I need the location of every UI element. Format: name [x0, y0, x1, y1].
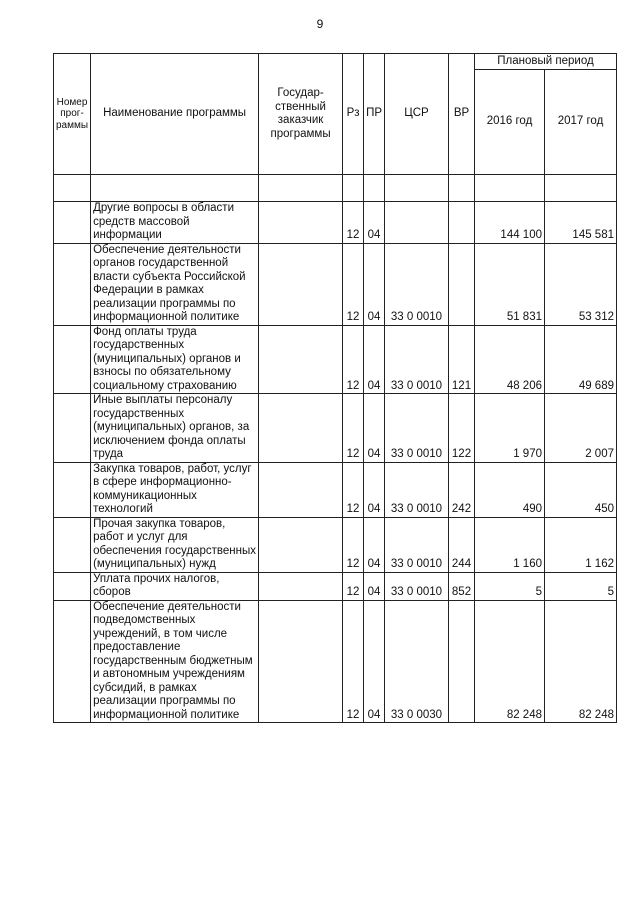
amount-2016-cell: 5: [475, 572, 545, 600]
rz-cell: 12: [343, 394, 364, 463]
csr-cell: 33 0 0010: [385, 243, 449, 325]
vr-cell: 242: [449, 462, 475, 517]
customer-cell: [259, 325, 343, 394]
vr-cell: 244: [449, 517, 475, 572]
rz-cell: 12: [343, 325, 364, 394]
program-number-cell: [54, 202, 91, 244]
amount-2017-cell: 1 162: [545, 517, 617, 572]
pr-cell: 04: [364, 325, 385, 394]
header-vr: ВР: [449, 54, 475, 175]
table-row: [54, 517, 617, 572]
customer-cell: [259, 517, 343, 572]
table-row: [54, 243, 617, 325]
vr-cell: 852: [449, 572, 475, 600]
customer-cell: [259, 462, 343, 517]
amount-2017-cell: 53 312: [545, 243, 617, 325]
table-row: [54, 202, 617, 244]
program-number-cell: [54, 325, 91, 394]
program-number-cell: [54, 243, 91, 325]
header-csr: ЦСР: [385, 54, 449, 175]
rz-cell: 12: [343, 243, 364, 325]
amount-2017-cell: 82 248: [545, 600, 617, 723]
csr-cell: 33 0 0010: [385, 572, 449, 600]
customer-cell: [259, 600, 343, 723]
header-year-2017: 2017 год: [545, 70, 617, 175]
table-row: [54, 325, 617, 394]
header-program-number: Номер прог-раммы: [54, 54, 91, 175]
customer-cell: [259, 243, 343, 325]
vr-cell: 122: [449, 394, 475, 463]
pr-cell: 04: [364, 517, 385, 572]
rz-cell: 12: [343, 600, 364, 723]
program-number-cell: [54, 600, 91, 723]
csr-cell: 33 0 0010: [385, 517, 449, 572]
rz-cell: 12: [343, 572, 364, 600]
pr-cell: 04: [364, 462, 385, 517]
header-program-name: Наименование программы: [91, 54, 259, 175]
program-name-cell: Уплата прочих налогов, сборов: [91, 572, 259, 600]
vr-cell: [449, 600, 475, 723]
amount-2016-cell: 51 831: [475, 243, 545, 325]
amount-2016-cell: 490: [475, 462, 545, 517]
rz-cell: 12: [343, 462, 364, 517]
program-name-cell: Закупка товаров, работ, услуг в сфере информационно-коммуникационных технологий: [91, 462, 259, 517]
amount-2017-cell: 2 007: [545, 394, 617, 463]
vr-cell: [449, 202, 475, 244]
header-pr: ПР: [364, 54, 385, 175]
header-customer: Государ-ственный заказчик программы: [259, 54, 343, 175]
header-year-2016: 2016 год: [475, 70, 545, 175]
program-number-cell: [54, 394, 91, 463]
amount-2016-cell: 48 206: [475, 325, 545, 394]
table-row: [54, 600, 617, 723]
table-row: [54, 462, 617, 517]
pr-cell: 04: [364, 202, 385, 244]
pr-cell: 04: [364, 243, 385, 325]
pr-cell: 04: [364, 600, 385, 723]
amount-2016-cell: 1 970: [475, 394, 545, 463]
program-name-cell: Фонд оплаты труда государственных (муниципальных) органов и взносы по обязательному социальному страхованию: [91, 325, 259, 394]
program-number-cell: [54, 517, 91, 572]
pr-cell: 04: [364, 572, 385, 600]
program-name-cell: Обеспечение деятельности органов государственной власти субъекта Российской Федерации в рамках реализации программы по информационной политике: [91, 243, 259, 325]
csr-cell: 33 0 0030: [385, 600, 449, 723]
customer-cell: [259, 394, 343, 463]
csr-cell: 33 0 0010: [385, 394, 449, 463]
table-row: [54, 572, 617, 600]
amount-2016-cell: 144 100: [475, 202, 545, 244]
vr-cell: [449, 243, 475, 325]
csr-cell: 33 0 0010: [385, 325, 449, 394]
rz-cell: 12: [343, 517, 364, 572]
program-name-cell: Другие вопросы в области средств массовой информации: [91, 202, 259, 244]
amount-2017-cell: 450: [545, 462, 617, 517]
table-row: [54, 394, 617, 463]
customer-cell: [259, 202, 343, 244]
program-number-cell: [54, 572, 91, 600]
program-name-cell: Обеспечение деятельности подведомственных учреждений, в том числе предоставление государственным бюджетным и автономным учреждениям субсидий, в рамках реализации программы по информационной политике: [91, 600, 259, 723]
csr-cell: [385, 202, 449, 244]
vr-cell: 121: [449, 325, 475, 394]
header-rz: Рз: [343, 54, 364, 175]
amount-2017-cell: 49 689: [545, 325, 617, 394]
amount-2016-cell: 1 160: [475, 517, 545, 572]
program-number-cell: [54, 462, 91, 517]
program-name-cell: Прочая закупка товаров, работ и услуг для обеспечения государственных (муниципальных) нужд: [91, 517, 259, 572]
customer-cell: [259, 572, 343, 600]
amount-2017-cell: 145 581: [545, 202, 617, 244]
header-planned-period: Плановый период: [475, 54, 617, 70]
csr-cell: 33 0 0010: [385, 462, 449, 517]
budget-table: [53, 53, 617, 723]
program-name-cell: Иные выплаты персоналу государственных (муниципальных) органов, за исключением фонда оплаты труда: [91, 394, 259, 463]
page-number: 9: [316, 17, 324, 31]
header-spacer-row: [54, 175, 617, 202]
amount-2017-cell: 5: [545, 572, 617, 600]
amount-2016-cell: 82 248: [475, 600, 545, 723]
pr-cell: 04: [364, 394, 385, 463]
rz-cell: 12: [343, 202, 364, 244]
